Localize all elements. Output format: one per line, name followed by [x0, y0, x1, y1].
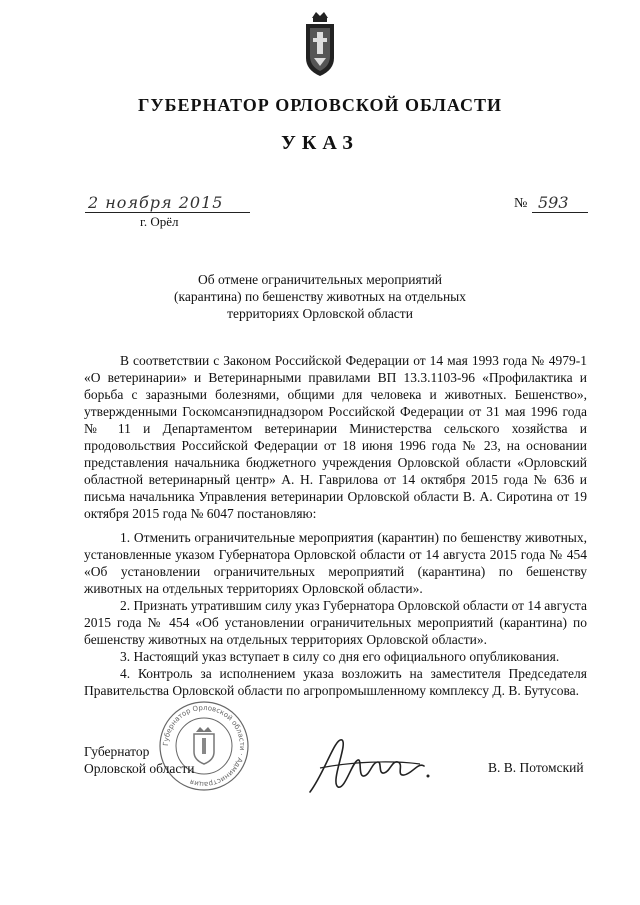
decree-item-3: 3. Настоящий указ вступает в силу со дня его официального опубликования.	[120, 649, 560, 664]
preamble-paragraph: В соответствии с Законом Российской Федерации от 14 мая 1993 года № 4979-1 «О ветеринарии» и Ветеринарными правилами ВП 13.3.1103-96 «Профилактика и борьба с заразными болезнями, общими для человека и животных. Бешенство», утвержденными Госкомсанэпиднадзором Российской Федерации от 31 мая 1996 года № 11 и Департаментом ветеринарии Министерства сельского хозяйства и продовольствия Российской Федерации от 18 июня 1996 года № 23, на основании представления начальника бюджетного учреждения Орловской области «Орловский областной ветеринарный центр» А. Н. Гаврилова от 14 октября 2015 года № 636 и письма начальника Управления ветеринарии Орловской области В. А. Сиротина от 19 октября 2015 года № 6047 постановляю:	[84, 353, 587, 521]
decree-item-1: 1. Отменить ограничительные мероприятия (карантин) по бешенству животных, установленные указом Губернатора Орловской области от 14 августа 2015 года № 454 «Об установлении ограничительных мероприятий (карантина) по бешенству животных на отдельных территориях Орловской области».	[84, 530, 587, 596]
decree-items	[84, 529, 587, 699]
signatory-name: В. В. Потомский	[488, 760, 584, 775]
decree-item-2: 2. Признать утратившим силу указ Губернатора Орловской области от 14 августа 2015 года № 454 «Об установлении ограничительных мероприятий (карантина) по бешенству животных на отдельных территориях Орловской области».	[84, 598, 587, 647]
handwritten-number: 593	[538, 193, 569, 212]
number-underline	[532, 212, 588, 213]
signatory-title-line: Губернатор	[84, 744, 150, 759]
seal-text: Губернатор Орловской области · Администрация	[161, 703, 247, 789]
issue-city: г. Орёл	[140, 214, 179, 229]
subject-line: Об отмене ограничительных мероприятий	[197, 272, 443, 287]
decree-subject	[160, 271, 480, 322]
issuer-title: ГУБЕРНАТОР ОРЛОВСКОЙ ОБЛАСТИ	[137, 95, 503, 115]
number-label: №	[514, 196, 528, 211]
signatory-title	[84, 743, 194, 777]
signatory-title-line: Орловской области	[84, 761, 195, 776]
preamble	[84, 352, 587, 522]
handwritten-signature-icon	[300, 732, 435, 797]
decree-item-4: 4. Контроль за исполнением указа возложить на заместителя Председателя Правительства Орловской области по агропромышленному комплексу Д. В. Бутусова.	[84, 666, 587, 698]
coat-of-arms-icon	[300, 8, 340, 78]
document-type: УКАЗ	[281, 132, 359, 154]
handwritten-date: 2 ноября 2015	[88, 193, 224, 212]
subject-line: (карантина) по бешенству животных на отдельных	[173, 289, 466, 304]
subject-line: территориях Орловской области	[227, 306, 413, 321]
date-underline	[85, 212, 250, 213]
